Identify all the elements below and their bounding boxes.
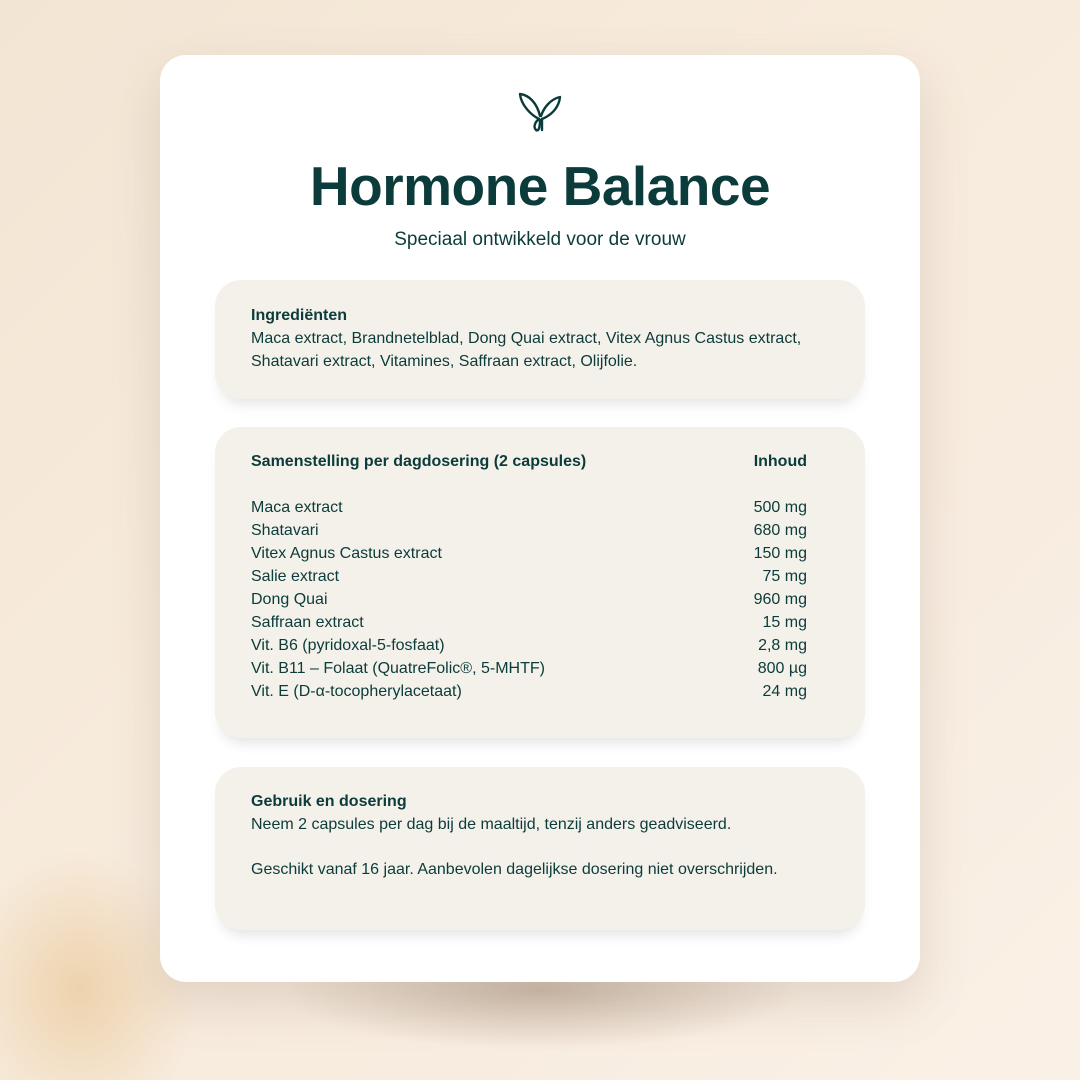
ingredient-amount: 15 mg: [762, 614, 807, 631]
ingredient-name: Vit. B11 – Folaat (QuatreFolic®, 5-MHTF): [251, 660, 545, 677]
ingredient-amount: 680 mg: [753, 522, 807, 539]
table-row: [251, 634, 807, 657]
table-row: [251, 565, 807, 588]
product-info-card: [160, 55, 920, 982]
usage-warning: Geschikt vanaf 16 jaar. Aanbevolen dagelijkse dosering niet overschrijden.: [251, 861, 778, 878]
table-row: [251, 519, 807, 542]
usage-panel: [215, 767, 865, 930]
ingredient-amount: 2,8 mg: [758, 637, 807, 654]
composition-table-header: [251, 450, 807, 473]
ingredient-amount: 960 mg: [753, 591, 807, 608]
ingredient-amount: 150 mg: [753, 545, 807, 562]
paragraph-spacer: [251, 836, 807, 858]
table-row: [251, 657, 807, 680]
composition-value-heading: Inhoud: [753, 453, 807, 470]
ingredient-name: Saffraan extract: [251, 614, 364, 631]
ingredient-amount: 75 mg: [762, 568, 807, 585]
ingredient-name: Vitex Agnus Castus extract: [251, 545, 442, 562]
product-title: Hormone Balance: [309, 155, 771, 217]
table-row: [251, 588, 807, 611]
ingredient-name: Vit. E (D-α-tocopherylacetaat): [251, 683, 462, 700]
composition-heading: Samenstelling per dagdosering (2 capsules): [251, 453, 587, 470]
usage-heading: Gebruik en dosering: [251, 793, 407, 810]
table-row: [251, 680, 807, 703]
table-row: [251, 542, 807, 565]
composition-panel: [215, 427, 865, 738]
ingredient-name: Maca extract: [251, 499, 343, 516]
ingredient-name: Shatavari: [251, 522, 319, 539]
table-row: [251, 496, 807, 519]
butterfly-icon: [517, 89, 563, 133]
ingredients-text: Maca extract, Brandnetelblad, Dong Quai extract, Vitex Agnus Castus extract, Shatavari extract, Vitamines, Saffraan extract, Olijfolie.: [251, 330, 802, 370]
ingredients-heading: Ingrediënten: [251, 307, 348, 324]
ingredient-amount: 500 mg: [753, 499, 807, 516]
product-subtitle: Speciaal ontwikkeld voor de vrouw: [394, 229, 686, 250]
table-row: [251, 611, 807, 634]
ingredient-name: Salie extract: [251, 568, 340, 585]
ingredients-panel: [215, 280, 865, 399]
ingredient-name: Vit. B6 (pyridoxal-5-fosfaat): [251, 637, 445, 654]
ingredient-amount: 800 µg: [757, 660, 807, 677]
ingredient-amount: 24 mg: [762, 683, 807, 700]
ingredient-name: Dong Quai: [251, 591, 328, 608]
usage-instruction: Neem 2 capsules per dag bij de maaltijd, tenzij anders geadviseerd.: [251, 816, 732, 833]
